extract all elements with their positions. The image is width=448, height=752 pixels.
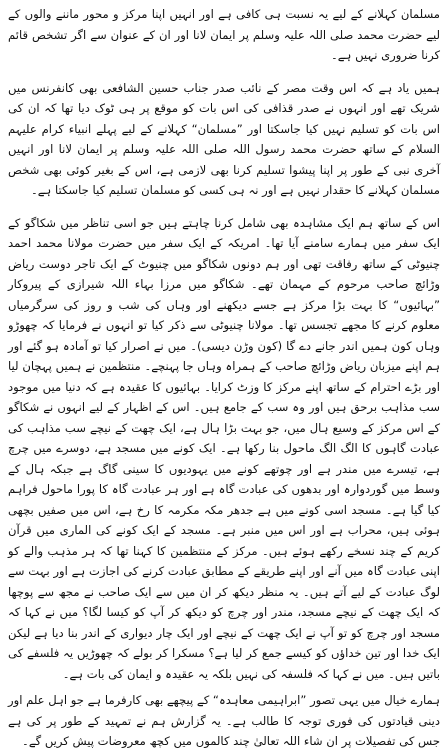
article-paragraph: مسلمان کہلانے کے لیے یہ نسبت ہی کافی ہے اور انہیں اپنا مرکز و محور ماننے والوں کے لیے حضرت محمد صلی اللہ علیہ وسلم پر ایمان لانا اور ان کے عنوان سے اگر تشخص قائم کرنا ضروری نہیں ہے۔ <box>8 7 440 62</box>
article-paragraph: ہمیں یاد ہے کہ اس وقت مصر کے نائب صدر جناب حسین الشافعی بھی کانفرنس میں شریک تھے اور انہوں نے صدر قذافی کی اس بات کو موقع پر ہی ٹوک دیا تھا کہ ان کی اس بات کو تسلیم نہیں کیا جاسکتا اور ”مسلمان“ کہلانے کے لیے پہلے انبیاء کرام علیہم السلام کے ساتھ حضرت محمد رسول اللہ صلی اللہ علیہ وسلم پر ایمان لانا اور انہیں آخری نبی کے طور پر اپنا پیشوا تسلیم کرنا بھی لازمی ہے، اس کے بغیر کوئی بھی شخص مسلمان کہلانے کا حقدار نہیں ہے اور نہ ہی کسی کو مسلمان تسلیم کیا جاسکتا ہے۔ <box>8 80 440 197</box>
article-paragraph: اس کے ساتھ ہم ایک مشاہدہ بھی شامل کرنا چاہتے ہیں جو اسی تناظر میں شکاگو کے ایک سفر میں ہمارے سامنے آیا تھا۔ امریکہ کے ایک سفر میں حضرت مولانا محمد احمد چنیوٹی کے ساتھ رفاقت تھی اور ہم دونوں شکاگو میں چنیوٹ کے ایک تاجر دوست ریاض وڑائچ صاحب مرحوم کے مہمان تھے۔ شکاگو میں مرزا بہاء اللہ شیرازی کے پیروکار ”بہائیوں“ کا بہت بڑا مرکز ہے جسے دیکھنے اور وہاں کی شب و روز کی سرگرمیاں معلوم کرنے کا مجھے تجسس تھا۔ مولانا چنیوٹی سے ذکر کیا تو انہوں نے فرمایا کہ چھوڑو وہاں کون ہمیں اندر جانے دے گا (کون وڑن دیسی)۔ میں نے اصرار کیا تو آمادہ ہو گئے اور ہم اپنے میزبان ریاض وڑائچ صاحب کے ہمراہ وہاں جا پہنچے۔ منتظمین نے ہمیں پہچان لیا اور بڑے احترام کے ساتھ اپنے مرکز کا وزٹ کرایا۔ بہائیوں کا عقیدہ ہے کہ دنیا میں موجود سب مذاہب برحق ہیں اور وہ سب کے جامع ہیں۔ اس کے اظہار کے لیے انہوں نے شکاگو کے اس مرکز کے وسیع ہال میں، جو بہت بڑا ہال ہے، ایک چھت کے نیچے سب مذاہب کی عبادت گاہوں کا الگ الگ ماحول بنا رکھا ہے۔ ایک کونے میں مسجد ہے، دوسرے میں چرچ ہے، تیسرے میں مندر ہے اور چوتھے کونے میں یہودیوں کا سینی گاگ ہے جبکہ ہال کے وسط میں گوردوارہ اور بدھوں کی عبادت گاہ ہے اور ہر عبادت گاہ کا پورا ماحول فراہم کیا گیا ہے۔ مسجد اسی کونے میں ہے جدھر مکہ مکرمہ کا رخ ہے، اس میں صفیں بچھی ہوئی ہیں، محراب ہے اور اس میں منبر ہے۔ مسجد کے ایک کونے کی الماری میں قرآن کریم کے چند نسخے رکھے ہوئے ہیں۔ مرکز کے منتظمین کا کہنا تھا کہ ہر مذہب والے کو اپنی عبادت گاہ میں آنے اور اپنے طریقے کے مطابق عبادت کرنے کی اجازت ہے اور بہت سے لوگ عبادت کے لیے آتے ہیں۔ یہ منظر دیکھ کر ان میں سے ایک صاحب نے مجھ سے پوچھا کہ ایک چھت کے نیچے مسجد، مندر اور چرچ کو دیکھ کر آپ کو کیسا لگا؟ میں نے کہا کہ مسجد اور چرچ کو تو آپ نے ایک چھت کے نیچے اور ایک چار دیواری کے اندر بنا دیا ہے لیکن ایک خدا اور تین خداؤں کو کیسے جمع کر لیا ہے؟ مسکرا کر بولے کہ چھوڑیں یہ فلسفے کی باتیں ہیں۔ میں نے کہا کہ فلسفہ کی نہیں بلکہ یہ عقیدہ و ایمان کی بات ہے۔ <box>8 215 440 681</box>
article-paragraph: ہمارے خیال میں یہی تصور ”ابراہیمی معاہدہ“ کے پیچھے بھی کارفرما ہے جو اہل علم اور دینی قیادتوں کی فوری توجہ کا طالب ہے۔ یہ گزارش ہم نے تمہید کے طور پر کی ہے جس کی تفصیلات پر ان شاء اللہ تعالیٰ چند کالموں میں کچھ معروضات پیش کریں گے۔ <box>8 693 440 748</box>
